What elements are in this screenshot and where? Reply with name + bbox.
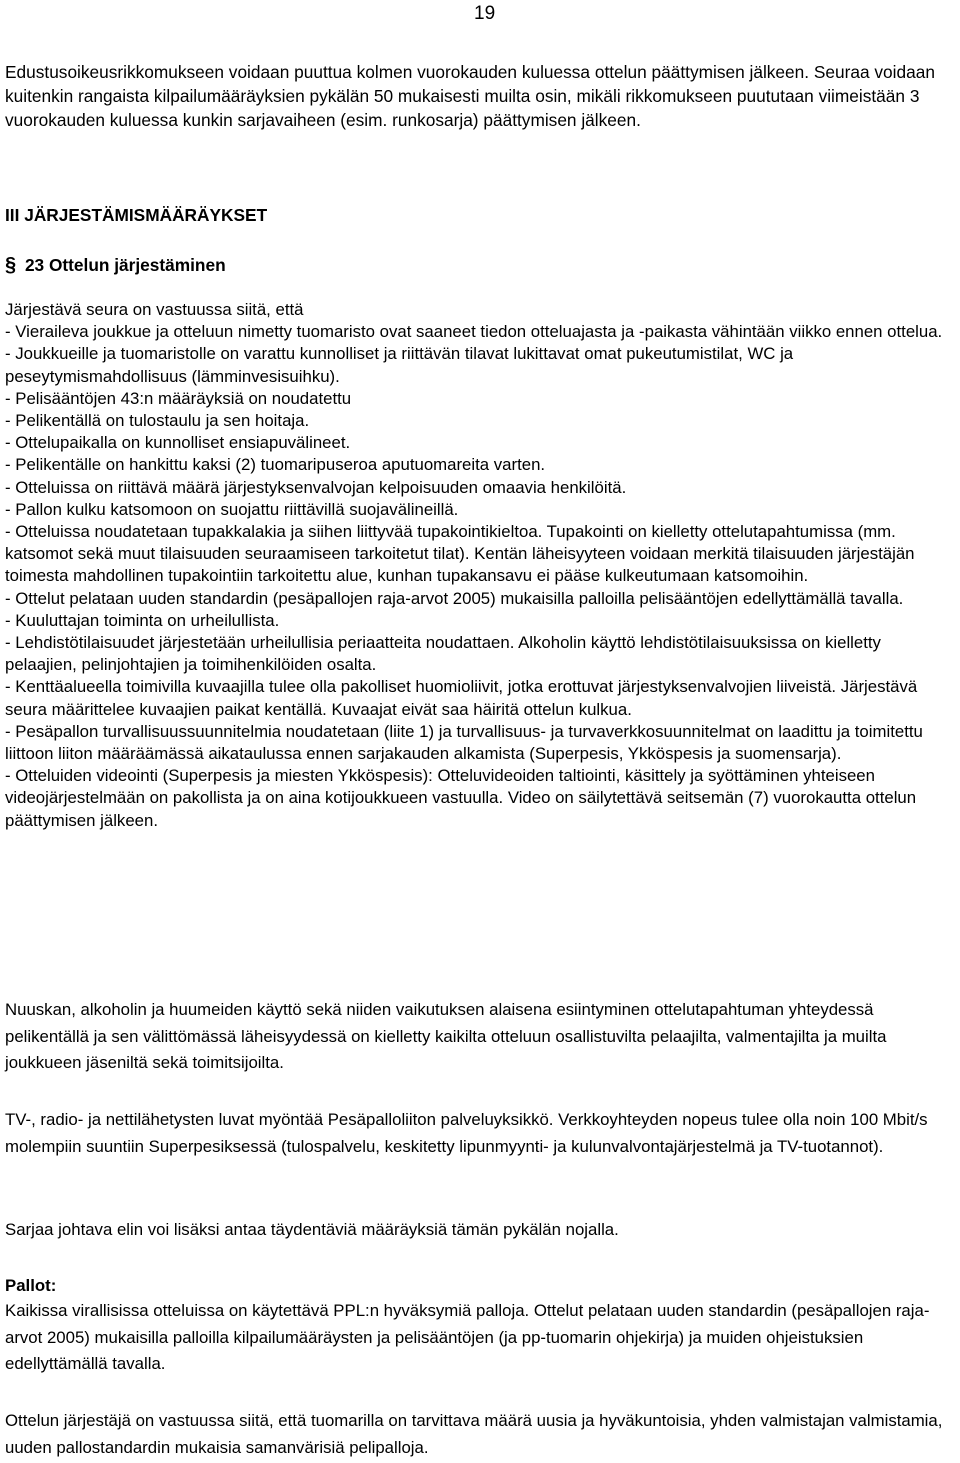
paragraph-nuuska: Nuuskan, alkoholin ja huumeiden käyttö sekä niiden vaikutuksen alaisena esiintyminen ottelutapahtuman yhteydessä pelikentällä ja sen välittömässä läheisyydessä on kielletty kaikilta otteluun osallistuvilta pelaajilta, valmentajilta ja muilta joukkueen jäseniltä sekä toimitsijoilta.	[5, 1000, 887, 1072]
page-number: 19	[474, 3, 496, 24]
subheading-text: 23 Ottelun järjestäminen	[24, 255, 226, 275]
rule-item: - Ottelut pelataan uuden standardin (pesäpallojen raja-arvot 2005) mukaisilla palloilla pelisääntöjen edellyttämällä tavalla.	[5, 588, 904, 608]
intro-paragraph: Edustusoikeusrikkomukseen voidaan puuttua kolmen vuorokauden kuluessa ottelun päättymisen jälkeen. Seuraa voidaan kuitenkin rangaista kilpailumääräyksien pykälän 50 mukaisesti muilta osin, mikäli rikkomukseen puututaan viimeistään 3 vuorokauden kuluessa kunkin sarjavaiheen (esim. runkosarja) päättymisen jälkeen.	[5, 62, 935, 130]
paragraph-pallot: Kaikissa virallisissa otteluissa on käytettävä PPL:n hyväksymiä palloja. Ottelut pelataan uuden standardin (pesäpallojen raja-arvot 2005) mukaisilla palloilla kilpailumääräysten ja pelisääntöjen (ja pp-tuomarin ohjekirja) ja muiden ohjeistuksien edellyttämällä tavalla.	[5, 1301, 930, 1373]
rule-item: - Otteluissa noudatetaan tupakkalakia ja siihen liittyvää tupakointikieltoa. Tupakointi on kielletty ottelutapahtumissa (mm. katsomot sekä muut tilaisuuden seuraamiseen tarkoitetut tilat). Kentän läheisyyteen voidaan merkitä tilaisuuden järjestäjän toimesta mahdollinen tupakointiin tarkoitettu alue, kunhan tupakansavu ei pääse kulkeutumaan katsomoihin.	[5, 522, 915, 586]
rules-intro: Järjestävä seura on vastuussa siitä, että	[5, 300, 304, 319]
rule-item: - Kenttäalueella toimivilla kuvaajilla tulee olla pakolliset huomioliivit, jotka erottuvat järjestyksenvalvojien liiveistä. Järjestävä seura määrittelee kuvaajien paikat kentällä. Kuvaajat eivät saa häiritä ottelun kulkua.	[5, 677, 918, 719]
rule-item: - Otteluissa on riittävä määrä järjestyksenvalvojan kelpoisuuden omaavia henkilöitä.	[5, 477, 627, 497]
rule-item: - Pesäpallon turvallisuussuunnitelmia noudatetaan (liite 1) ja turvallisuus- ja turvaverkkosuunnitelmat on laadittu ja toimitettu liittoon liiton määräämässä aikataulussa ennen sarjakauden alkamista (Superpesis, Ykköspesis ja suomensarja).	[5, 721, 923, 764]
rule-item: - Pallon kulku katsomoon on suojattu riittävillä suojavälineillä.	[5, 499, 459, 519]
rule-item: - Pelikentälle on hankittu kaksi (2) tuomaripuseroa aputuomareita varten.	[5, 455, 546, 475]
paragraph-sarjaa: Sarjaa johtava elin voi lisäksi antaa täydentäviä määräyksiä tämän pykälän nojalla.	[5, 1220, 619, 1239]
rule-item: - Pelisääntöjen 43:n määräyksiä on noudatettu	[5, 388, 352, 408]
rule-item: - Ottelupaikalla on kunnolliset ensiapuvälineet.	[5, 433, 351, 453]
rule-item: - Joukkueille ja tuomaristolle on varattu kunnolliset ja riittävän tilavat lukittavat omat pukeutumistilat, WC ja peseytymismahdollisuus (lämminvesisuihku).	[5, 344, 794, 386]
paragraph-tv: TV-, radio- ja nettilähetysten luvat myöntää Pesäpalloliiton palveluyksikkö. Verkkoyhteyden nopeus tulee olla noin 100 Mbit/s molempiin suuntiin Superpesiksessä (tulospalvelu, keskitetty lipunmyynti- ja kulunvalvontajärjestelmä ja TV-tuotannot).	[5, 1110, 928, 1156]
pallot-heading: Pallot:	[5, 1276, 57, 1295]
rule-item: - Kuuluttajan toiminta on urheilullista.	[5, 610, 280, 630]
rule-item: - Otteluiden videointi (Superpesis ja miesten Ykköspesis): Otteluvideoiden taltiointi, käsittely ja syöttäminen yhteiseen videojärjestelmään on pakollista ja on aina kotijoukkueen vastuulla. Video on säilytettävä seitsemän (7) vuorokautta ottelun päättymisen jälkeen.	[5, 766, 917, 830]
paragraph-ottelun-jarjestaja: Ottelun järjestäjä on vastuussa siitä, että tuomarilla on tarvittava määrä uusia ja hyväkuntoisia, yhden valmistajan valmistamia, uuden pallostandardin mukaisia samanvärisiä pelipalloja.	[5, 1411, 943, 1457]
rule-item: - Pelikentällä on tulostaulu ja sen hoitaja.	[5, 411, 310, 431]
rule-item: - Vieraileva joukkue ja otteluun nimetty tuomaristo ovat saaneet tiedon otteluajasta ja -paikasta vähintään viikko ennen ottelua.	[5, 322, 943, 342]
section-heading: III JÄRJESTÄMISMÄÄRÄYKSET	[5, 205, 268, 225]
rules-list	[5, 299, 957, 832]
subheading	[5, 253, 226, 277]
section-symbol: §	[5, 254, 17, 276]
rule-item: - Lehdistötilaisuudet järjestetään urheilullisia periaatteita noudattaen. Alkoholin käyttö lehdistötilaisuuksissa on kielletty pelaajien, pelinjohtajien ja toimihenkilöiden osalta.	[5, 633, 881, 675]
